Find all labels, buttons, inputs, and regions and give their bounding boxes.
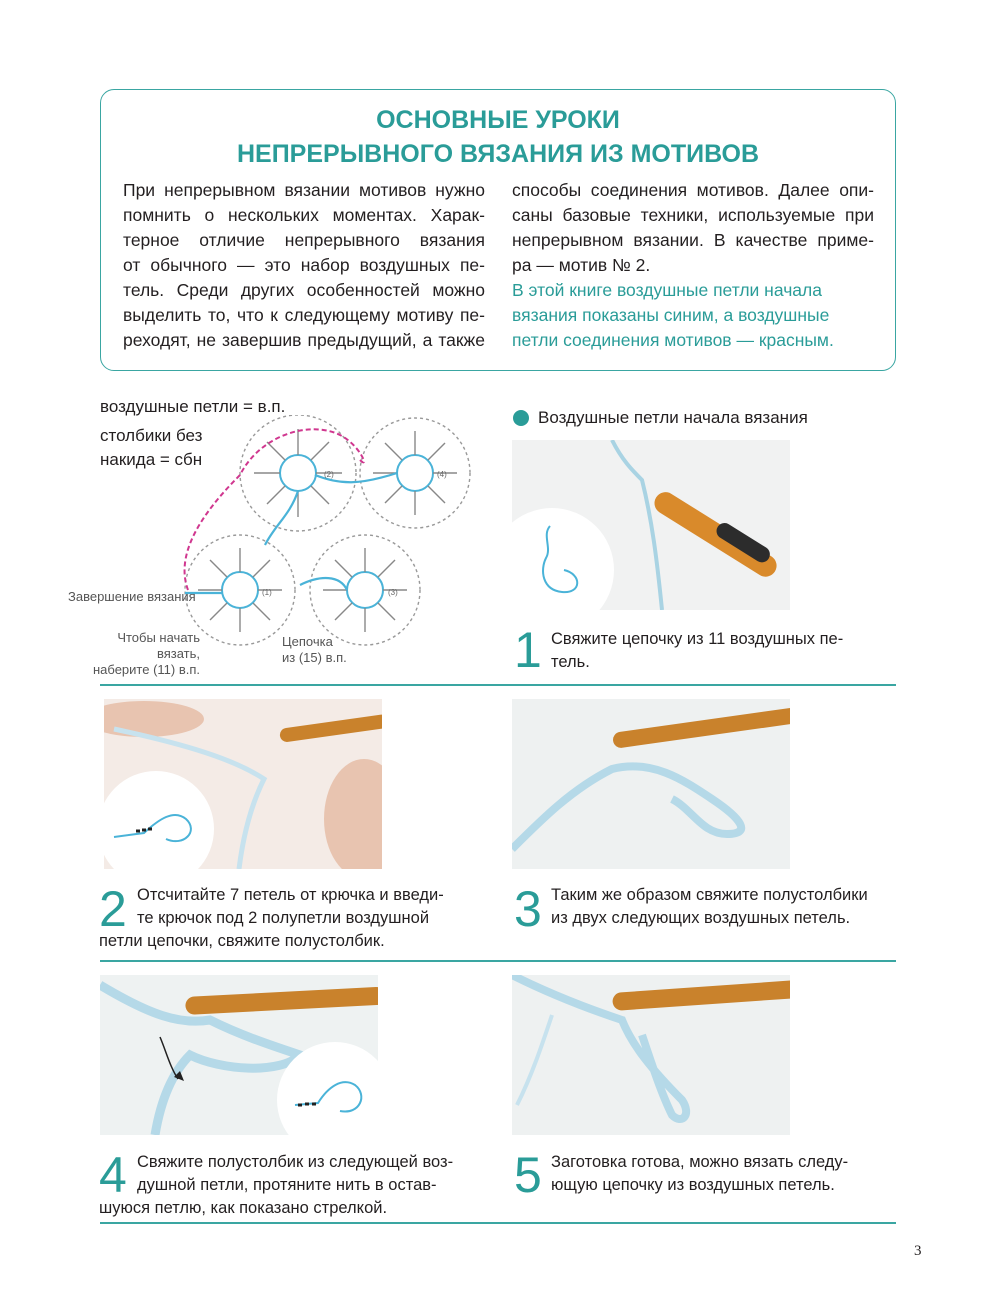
step-line: ющую цепочку из воздушных петель. [551,1176,835,1194]
title-line-1: ОСНОВНЫЕ УРОКИ [376,106,620,134]
intro-left-column [123,178,485,353]
photo-step-5 [512,975,790,1135]
intro-note-line: вязания показаны синим, а воздушные [512,305,830,325]
step-line: из двух следующих воздушных петель. [551,909,851,927]
label-start [88,630,200,678]
photo-step-1 [512,440,790,610]
motif-3 [310,535,420,645]
divider [100,960,896,962]
section-heading: Воздушные петли начала вязания [538,408,808,427]
step-3-text [551,884,868,930]
divider [100,1222,896,1224]
motif-number: (4) [437,470,447,479]
step-line: шуюся петлю, как показано стрелкой. [99,1199,388,1217]
legend-chain: воздушные петли = в.п. [100,397,286,416]
intro-line: способы соединения мотивов. Далее опи- [512,180,874,200]
intro-note-line: петли соединения мотивов — красным. [512,330,834,350]
photo-step-5-graphic [512,975,790,1135]
legend-sc-line-2: накида = сбн [100,450,203,469]
blue-chain [185,473,397,593]
step-line: душной петли, протяните нить в остав- [137,1176,437,1194]
bullet-dot-icon [513,410,529,426]
intro-line: ра — мотив № 2. [512,255,651,275]
step-4-number: 4 [99,1147,127,1203]
legend-sc-line-1: столбики без [100,426,203,445]
photo-step-2 [104,699,382,869]
step-line: петли цепочки, свяжите полустолбик. [99,932,385,950]
step-2-text [99,884,444,953]
photo-step-3-graphic [512,699,790,869]
intro-right-column [512,178,874,353]
step-3-number: 3 [514,881,542,937]
intro-line: помнить о нескольких моментах. Харак- [123,205,485,225]
motif-1 [185,535,295,645]
page-title [100,103,896,171]
page-number: 3 [914,1243,922,1259]
label-start-line-2: наберите (11) в.п. [92,662,200,677]
red-chain [185,429,364,590]
photo-step-4-graphic [100,975,378,1135]
intro-line: реходят, не завершив предыдущий, а также [123,330,485,350]
photo-step-3 [512,699,790,869]
step-1-number: 1 [514,622,542,678]
label-finish: Завершение вязания [68,589,196,604]
step-line: Отсчитайте 7 петель от крючка и введи- [137,886,444,904]
step-1-text [551,628,843,674]
divider [100,684,896,686]
label-chain-line-2: из (15) в.п. [282,650,347,665]
intro-line: выделить то, что к следующему мотиву пе- [123,305,485,325]
label-start-line-1: Чтобы начать вязать, [117,630,200,661]
intro-line: саны базовые техники, используемые при [512,205,874,225]
step-line: Свяжите цепочку из 11 воздушных пе- [551,630,844,648]
step-2-number: 2 [99,881,127,937]
step-line: Заготовка готова, можно вязать следу- [551,1153,849,1171]
label-chain-line-1: Цепочка [282,634,333,649]
intro-line: непрерывном вязании. В качестве приме- [512,230,874,250]
intro-line: от обычного — это набор воздушных пе- [123,255,485,275]
motif-number: (1) [262,588,272,597]
motif-number: (3) [388,588,398,597]
step-line: тель. [551,653,590,671]
intro-line: При непрерывном вязании мотивов нужно [123,180,485,200]
intro-line: тель. Среди других особенностей можно [123,280,485,300]
intro-line: терное отличие непрерывного вязания [123,230,485,250]
intro-note-line: В этой книге воздушные петли начала [512,280,822,300]
step-line: Свяжите полустолбик из следующей воз- [137,1153,454,1171]
photo-step-4 [100,975,378,1135]
step-4-text [99,1151,454,1220]
motif-4 [360,418,470,528]
motif-number: (2) [324,470,334,479]
motif-2 [240,415,356,531]
photo-step-2-graphic [104,699,382,869]
label-chain [282,634,347,666]
step-line: Таким же образом свяжите полустолбики [551,886,868,904]
step-line: те крючок под 2 полупетли воздушной [137,909,430,927]
photo-step-1-graphic [512,440,790,610]
step-5-text [551,1151,848,1197]
title-line-2: НЕПРЕРЫВНОГО ВЯЗАНИЯ ИЗ МОТИВОВ [236,140,760,168]
step-5-number: 5 [514,1147,542,1203]
